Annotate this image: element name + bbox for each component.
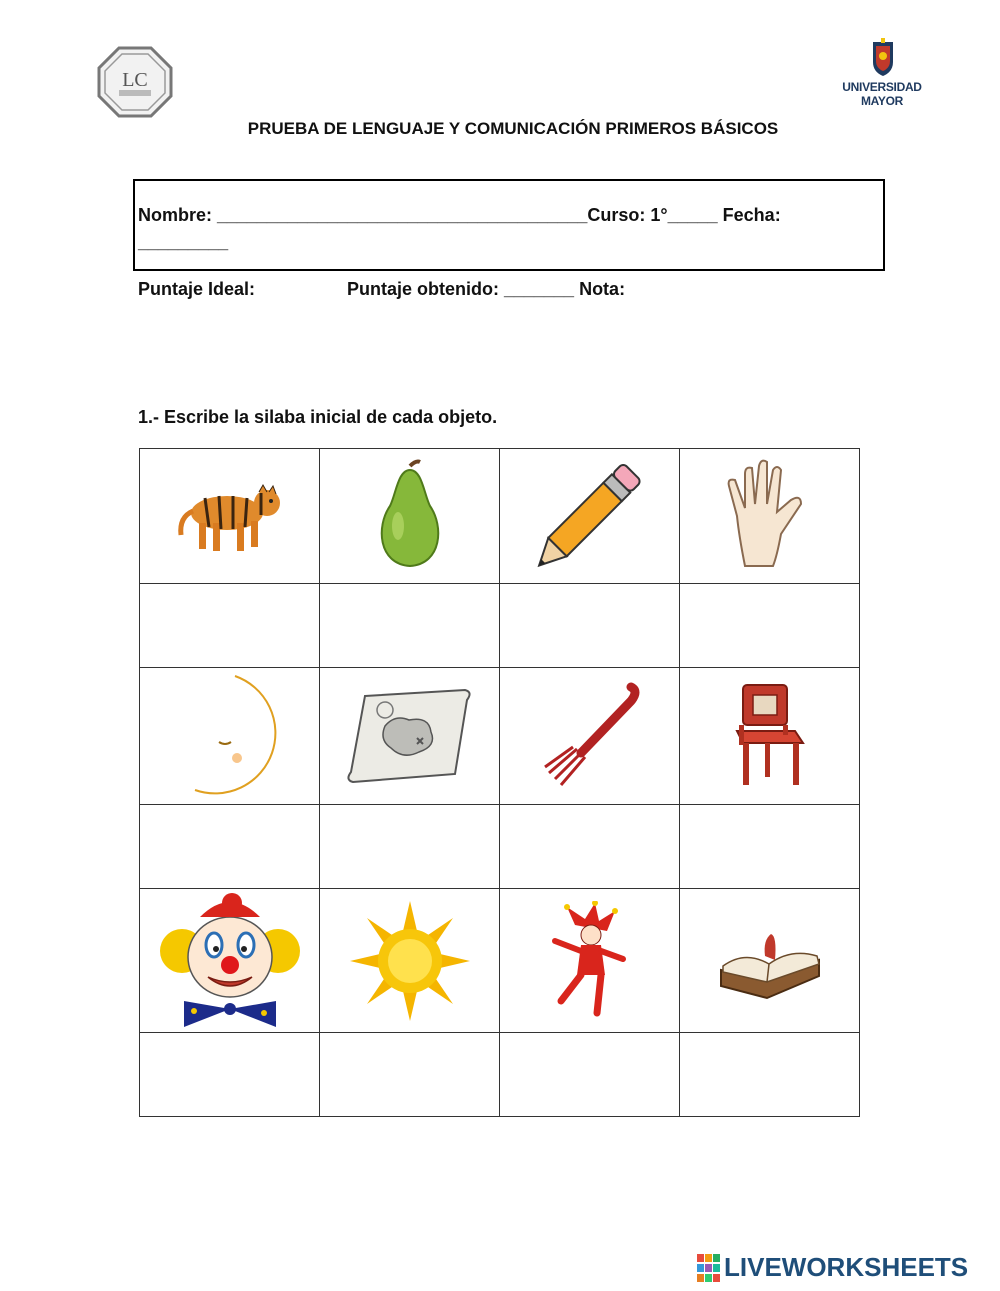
fork-answer-cell[interactable] bbox=[500, 805, 680, 889]
image-cell bbox=[140, 668, 320, 805]
clown-icon bbox=[160, 891, 300, 1031]
tiger-answer-cell[interactable] bbox=[140, 584, 320, 668]
university-name-line2: MAYOR bbox=[860, 94, 904, 108]
pear-answer-cell[interactable] bbox=[320, 584, 500, 668]
image-row bbox=[140, 668, 860, 805]
image-cell bbox=[140, 449, 320, 584]
hand-answer-cell[interactable] bbox=[680, 584, 860, 668]
map-answer-cell[interactable] bbox=[320, 805, 500, 889]
image-cell bbox=[140, 889, 320, 1033]
image-cell bbox=[320, 889, 500, 1033]
clown-answer-cell[interactable] bbox=[140, 1033, 320, 1117]
name-course-date-line[interactable]: Nombre: _____________________________________Curso: 1°_____ Fecha: bbox=[138, 205, 781, 225]
tiger-icon bbox=[175, 471, 285, 561]
answer-row bbox=[140, 805, 860, 889]
pencil-answer-cell[interactable] bbox=[500, 584, 680, 668]
answer-row bbox=[140, 584, 860, 668]
score-line bbox=[138, 279, 625, 300]
book-answer-cell[interactable] bbox=[680, 1033, 860, 1117]
pear-icon bbox=[360, 456, 460, 576]
image-row bbox=[140, 889, 860, 1033]
date-blank-line[interactable]: _________ bbox=[138, 232, 229, 252]
image-cell bbox=[500, 889, 680, 1033]
jester-icon bbox=[545, 901, 635, 1021]
moon-icon bbox=[175, 672, 285, 800]
book-icon bbox=[715, 916, 825, 1006]
hand-icon bbox=[715, 456, 825, 576]
image-cell bbox=[680, 449, 860, 584]
university-name bbox=[836, 80, 928, 108]
obtained-score-label[interactable]: Puntaje obtenido: _______ Nota: bbox=[347, 279, 626, 299]
sun-answer-cell[interactable] bbox=[320, 1033, 500, 1117]
liveworksheets-logo-icon bbox=[697, 1254, 721, 1287]
question-prompt: 1.- Escribe la silaba inicial de cada objeto. bbox=[138, 407, 498, 427]
chair-icon bbox=[725, 681, 815, 791]
liveworksheets-brand[interactable]: LIVEWORKSHEETS bbox=[724, 1252, 969, 1282]
chair-answer-cell[interactable] bbox=[680, 805, 860, 889]
document-title: PRUEBA DE LENGUAJE Y COMUNICACIÓN PRIMEROS BÁSICOS bbox=[247, 119, 779, 138]
image-cell bbox=[320, 449, 500, 584]
fork-icon bbox=[535, 681, 645, 791]
svg-text:LC: LC bbox=[122, 69, 148, 91]
pencil-icon bbox=[525, 456, 655, 576]
image-cell bbox=[500, 668, 680, 805]
image-cell bbox=[500, 449, 680, 584]
syllable-grid bbox=[139, 448, 860, 1117]
jester-answer-cell[interactable] bbox=[500, 1033, 680, 1117]
image-cell bbox=[320, 668, 500, 805]
school-logo bbox=[97, 46, 173, 118]
answer-row bbox=[140, 1033, 860, 1117]
moon-answer-cell[interactable] bbox=[140, 805, 320, 889]
map-icon bbox=[345, 686, 475, 786]
ideal-score-label: Puntaje Ideal: bbox=[138, 279, 256, 299]
sun-icon bbox=[350, 901, 470, 1021]
university-name-line1: UNIVERSIDAD bbox=[842, 80, 922, 94]
image-row bbox=[140, 449, 860, 584]
image-cell bbox=[680, 668, 860, 805]
image-cell bbox=[680, 889, 860, 1033]
